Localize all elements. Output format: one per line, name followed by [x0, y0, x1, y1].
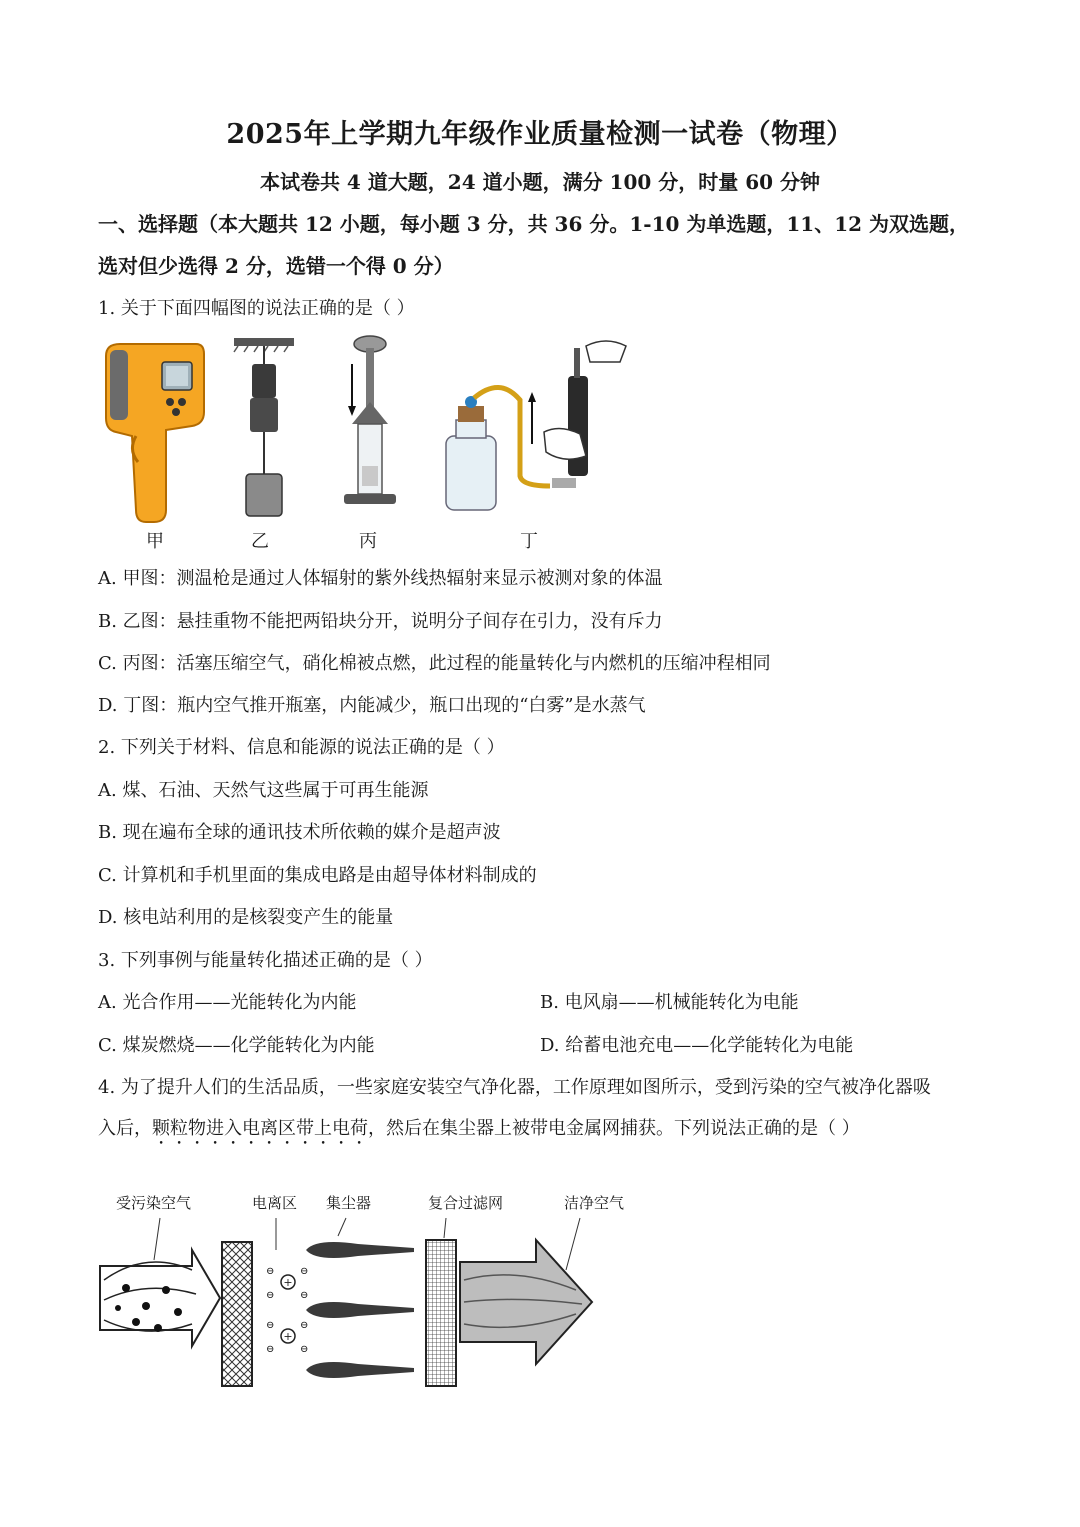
svg-text:⊖: ⊖	[300, 1320, 309, 1331]
svg-text:+: +	[283, 1276, 293, 1289]
figure-label-yi: 乙	[251, 531, 269, 552]
diagram-label-dust-collector: 集尘器	[326, 1194, 372, 1212]
question-4-stem-line1: 4. 为了提升人们的生活品质，一些家庭安装空气净化器，工作原理如图所示，受到污染的空气被净化器吸	[98, 1077, 931, 1098]
exam-title: 2025年上学期九年级作业质量检测一试卷（物理）	[226, 119, 854, 150]
svg-text:⊖: ⊖	[266, 1266, 275, 1277]
question-1-option-b[interactable]: B. 乙图：悬挂重物不能把两铅块分开，说明分子间存在引力，没有斥力	[98, 611, 663, 632]
question-3-option-c[interactable]: C. 煤炭燃烧——化学能转化为内能	[98, 1035, 375, 1056]
question-3-option-a[interactable]: A. 光合作用——光能转化为内能	[98, 992, 357, 1013]
bottle-pump-figure	[440, 336, 640, 516]
svg-text:⊖: ⊖	[266, 1320, 275, 1331]
question-4-text-a: 入后，	[98, 1118, 152, 1139]
air-purifier-diagram	[96, 1210, 616, 1390]
thermometer-gun-figure	[100, 340, 210, 525]
question-3-option-b[interactable]: B. 电风扇——机械能转化为电能	[540, 992, 799, 1013]
section-heading-line2: 选对但少选得 2 分，选错一个得 0 分）	[98, 254, 454, 278]
figure-label-ding: 丁	[520, 531, 538, 552]
svg-text:+: +	[283, 1330, 293, 1343]
diagram-label-composite-filter: 复合过滤网	[428, 1194, 504, 1212]
question-2-option-a[interactable]: A. 煤、石油、天然气这些属于可再生能源	[98, 780, 429, 801]
question-3-stem: 3. 下列事例与能量转化描述正确的是（ ）	[98, 950, 433, 971]
question-4-text-c: ，然后在集尘器上被带电金属网捕获。下列说法正确的是（ ）	[368, 1118, 860, 1139]
diagram-label-ionization-zone: 电离区	[252, 1194, 298, 1212]
figure-label-bing: 丙	[359, 531, 377, 552]
air-compression-figure	[340, 334, 400, 510]
question-1-option-c[interactable]: C. 丙图：活塞压缩空气，硝化棉被点燃，此过程的能量转化与内燃机的压缩冲程相同	[98, 653, 771, 674]
question-1-option-a[interactable]: A. 甲图：测温枪是通过人体辐射的紫外线热辐射来显示被测对象的体温	[98, 568, 663, 589]
diagram-label-polluted-air: 受污染空气	[116, 1194, 192, 1212]
question-1-stem: 1. 关于下面四幅图的说法正确的是（ ）	[98, 298, 415, 319]
lead-blocks-figure	[232, 336, 296, 521]
question-4-emphasis: 颗粒物进入电离区带上电荷	[152, 1118, 368, 1139]
question-2-option-d[interactable]: D. 核电站利用的是核裂变产生的能量	[98, 907, 394, 928]
figure-label-jia: 甲	[146, 531, 164, 552]
svg-text:⊖: ⊖	[300, 1290, 309, 1301]
question-2-stem: 2. 下列关于材料、信息和能源的说法正确的是（ ）	[98, 737, 505, 758]
svg-text:⊖: ⊖	[300, 1266, 309, 1277]
svg-text:⊖: ⊖	[266, 1344, 275, 1355]
diagram-label-clean-air: 洁净空气	[564, 1194, 625, 1212]
section-heading-line1: 一、选择题（本大题共 12 小题，每小题 3 分，共 36 分。1-10 为单选题，11、12 为双选题，	[98, 212, 969, 236]
question-2-option-c[interactable]: C. 计算机和手机里面的集成电路是由超导体材料制成的	[98, 865, 537, 886]
question-1-option-d[interactable]: D. 丁图：瓶内空气推开瓶塞，内能减少，瓶口出现的“白雾”是水蒸气	[98, 695, 646, 716]
svg-text:⊖: ⊖	[300, 1344, 309, 1355]
exam-subtitle: 本试卷共 4 道大题，24 道小题，满分 100 分，时量 60 分钟	[259, 170, 821, 194]
question-4-stem-line2	[98, 1114, 860, 1149]
svg-text:⊖: ⊖	[266, 1290, 275, 1301]
question-3-option-d[interactable]: D. 给蓄电池充电——化学能转化为电能	[540, 1035, 854, 1056]
question-2-option-b[interactable]: B. 现在遍布全球的通讯技术所依赖的媒介是超声波	[98, 822, 501, 843]
